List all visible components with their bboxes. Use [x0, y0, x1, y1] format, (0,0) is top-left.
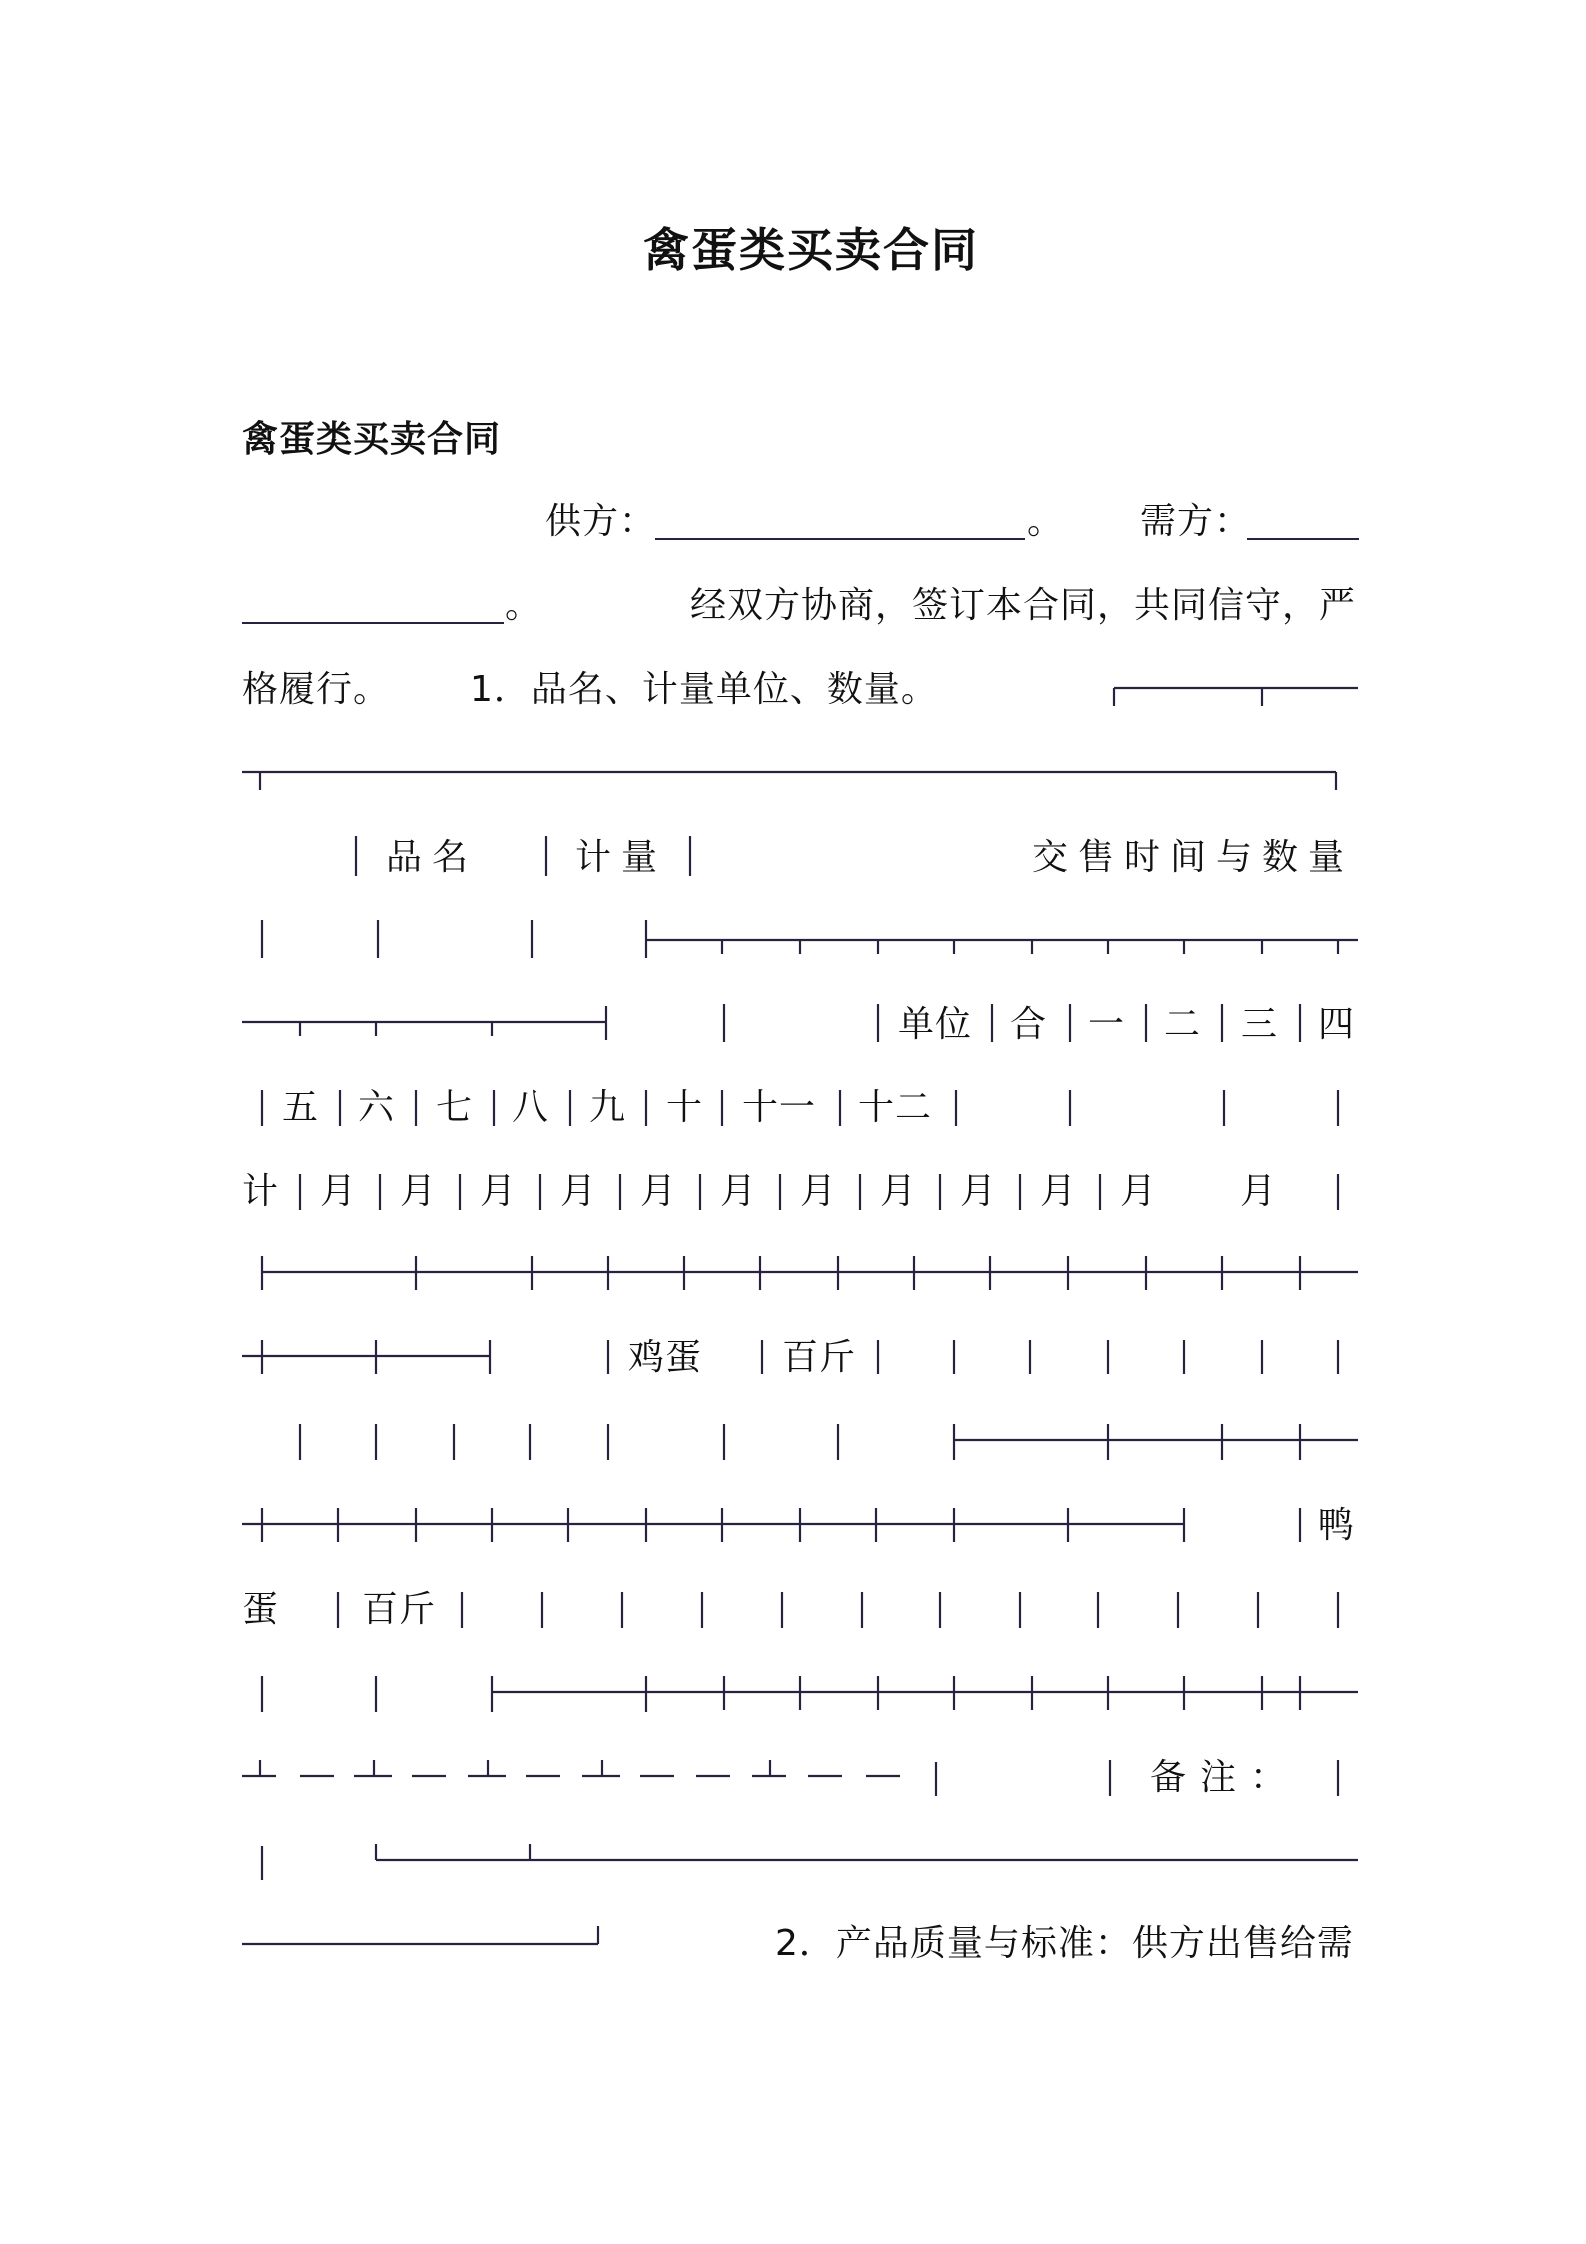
- period-mark: 。: [1027, 501, 1065, 542]
- month-suffix: 月: [800, 1171, 838, 1212]
- month-suffix: 月: [560, 1171, 598, 1212]
- month-4-label: 四: [1318, 1004, 1356, 1045]
- unit-value-duck: 百斤: [362, 1589, 437, 1630]
- table-header-measure: 计量: [575, 837, 668, 878]
- period-mark-2: 。: [505, 585, 543, 626]
- month-9-label: 九: [589, 1087, 627, 1128]
- month-7-label: 七: [436, 1087, 474, 1128]
- month-suffix: 月: [640, 1171, 678, 1212]
- month-suffix: 月: [880, 1171, 918, 1212]
- month-1-label: 一: [1088, 1004, 1126, 1045]
- table-header-time-quantity: 交售时间与数量: [1032, 837, 1355, 878]
- month-3-label: 三: [1241, 1004, 1279, 1045]
- month-12-label: 十二: [858, 1087, 933, 1128]
- month-2-label: 二: [1164, 1004, 1202, 1045]
- month-suffix: 月: [720, 1171, 758, 1212]
- table-header-name: 品名: [386, 837, 479, 878]
- product-duck-egg-part1: 鸭: [1318, 1505, 1356, 1546]
- month-10-label: 十: [666, 1087, 704, 1128]
- unit-header: 单位: [898, 1004, 973, 1045]
- total-header-bottom: 计: [242, 1171, 280, 1212]
- unit-value-chicken: 百斤: [782, 1337, 857, 1378]
- month-suffix: 月: [1040, 1171, 1078, 1212]
- month-6-label: 六: [358, 1087, 396, 1128]
- intro-text-end: 格履行。: [242, 669, 391, 710]
- month-suffix: 月: [960, 1171, 998, 1212]
- total-header-top: 合: [1010, 1004, 1048, 1045]
- section-1-heading: 1．品名、计量单位、数量。: [470, 669, 938, 710]
- month-8-label: 八: [512, 1087, 550, 1128]
- month-5-label: 五: [282, 1087, 320, 1128]
- remarks-label: 备注：: [1150, 1757, 1301, 1798]
- buyer-label: 需方：: [1140, 501, 1252, 542]
- month-suffix: 月: [1240, 1171, 1278, 1212]
- document-title: 禽蛋类买卖合同: [643, 223, 979, 277]
- intro-text: 经双方协商，签订本合同，共同信守，严: [690, 585, 1357, 626]
- product-duck-egg-part2: 蛋: [242, 1589, 280, 1630]
- month-suffix: 月: [400, 1171, 438, 1212]
- month-11-label: 十一: [742, 1087, 817, 1128]
- supplier-label: 供方：: [545, 501, 657, 542]
- month-suffix: 月: [320, 1171, 358, 1212]
- product-chicken-egg: 鸡蛋: [628, 1337, 703, 1378]
- section-2-heading: 2．产品质量与标准：供方出售给需: [775, 1923, 1354, 1964]
- month-suffix: 月: [480, 1171, 518, 1212]
- month-suffix: 月: [1120, 1171, 1158, 1212]
- document-subtitle: 禽蛋类买卖合同: [242, 419, 502, 460]
